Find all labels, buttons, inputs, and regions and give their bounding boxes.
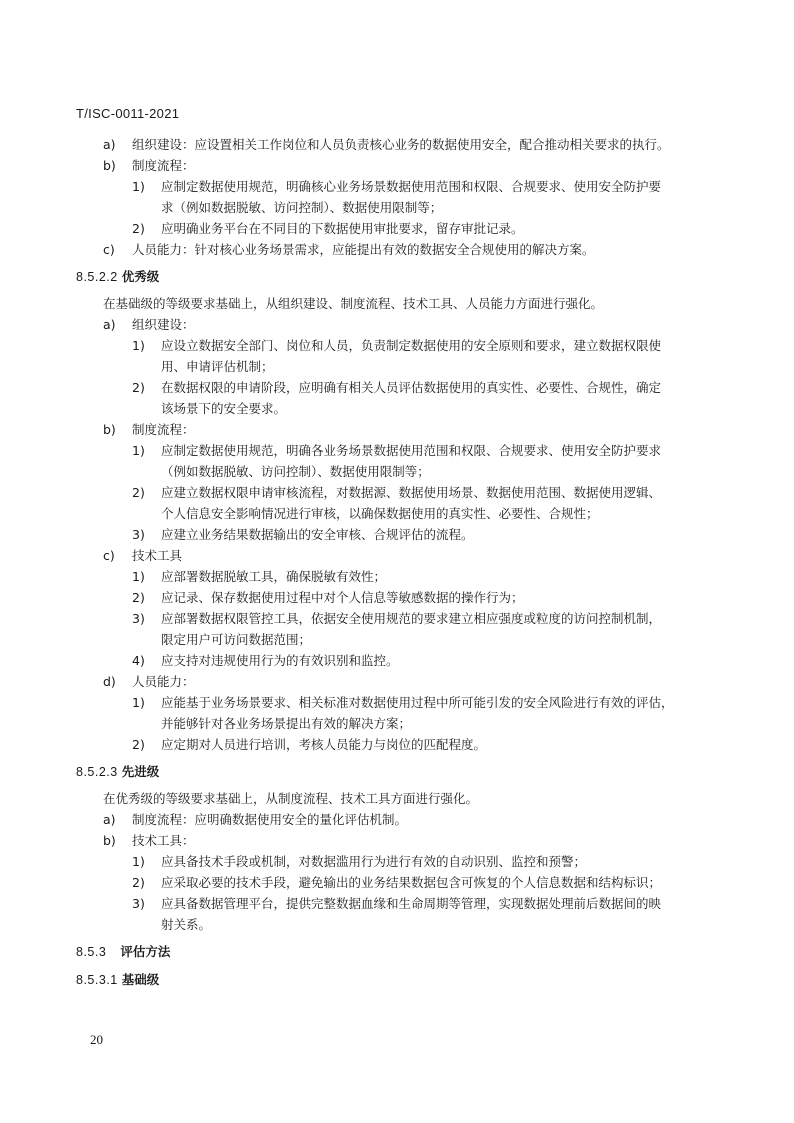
list-item [76,851,726,872]
list-marker: 2) [132,737,145,752]
list-item [76,440,726,461]
list-item [76,503,726,524]
list-item [76,218,726,239]
list-marker: 3) [132,896,145,911]
page-number: 20 [90,1032,103,1047]
list-marker: c) [103,548,115,563]
list-text: 制度流程：应明确数据使用安全的量化评估机制。 [132,812,408,827]
list-item [76,713,726,734]
list-text: 在数据权限的申请阶段，应明确有相关人员评估数据使用的真实性、必要性、合规性，确定 [161,380,662,395]
page-content [76,134,726,996]
section-number: 8.5.2.3 [76,765,118,779]
list-marker: 1) [132,569,145,584]
list-text: 射关系。 [161,917,212,932]
list-text: 限定用户可访问数据范围； [161,632,312,647]
list-item [76,566,726,587]
list-item [76,482,726,503]
list-item [76,608,726,629]
list-marker: 3) [132,611,145,626]
list-text: 技术工具： [132,833,195,848]
list-item [76,809,726,830]
list-marker: b) [103,422,116,437]
list-item [76,914,726,935]
list-item [76,692,726,713]
list-text: 应建立业务结果数据输出的安全审核、合规评估的流程。 [161,527,474,542]
list-text: 制度流程： [132,422,195,437]
list-text: 应记录、保存数据使用过程中对个人信息等敏感数据的操作行为； [161,590,524,605]
list-text: 应制定数据使用规范，明确各业务场景数据使用范围和权限、合规要求、使用安全防护要求 [161,443,662,458]
section-title: 先进级 [121,764,160,779]
list-block-advanced-level [76,809,726,935]
list-marker: b) [103,833,116,848]
list-item [76,314,726,335]
list-text: 技术工具 [132,548,183,563]
list-marker: 2) [132,380,145,395]
list-block-excellent-level [76,314,726,755]
section-title: 基础级 [121,972,160,987]
list-text: 应建立数据权限申请审核流程，对数据源、数据使用场景、数据使用范围、数据使用逻辑、 [161,485,662,500]
section-heading-8522 [76,266,726,288]
list-text: 应部署数据脱敏工具，确保脱敏有效性； [161,569,387,584]
list-text: 应明确业务平台在不同目的下数据使用审批要求，留存审批记录。 [161,221,524,236]
list-item [76,545,726,566]
list-text: 应能基于业务场景要求、相关标准对数据使用过程中所可能引发的安全风险进行有效的评估， [161,695,674,710]
list-item [76,239,726,260]
list-text: 人员能力： [132,674,195,689]
list-text: （例如数据脱敏、访问控制）、数据使用限制等； [161,464,430,479]
list-item [76,176,726,197]
list-text: 求（例如数据脱敏、访问控制）、数据使用限制等； [161,200,443,215]
list-item [76,134,726,155]
list-marker: 2) [132,590,145,605]
list-text: 并能够针对各业务场景提出有效的解决方案； [161,716,412,731]
list-marker: 1) [132,443,145,458]
list-text: 应具备技术手段或机制，对数据滥用行为进行有效的自动识别、监控和预警； [161,854,587,869]
list-marker: 2) [132,221,145,236]
list-item [76,197,726,218]
list-text: 组织建设：应设置相关工作岗位和人员负责核心业务的数据使用安全，配合推动相关要求的执行。 [132,137,670,152]
list-marker: a) [103,137,116,152]
section-heading-8531 [76,969,726,991]
list-item [76,335,726,356]
list-marker: a) [103,317,116,332]
list-item [76,461,726,482]
list-marker: 2) [132,875,145,890]
section-intro: 在优秀级的等级要求基础上，从制度流程、技术工具方面进行强化。 [103,791,479,806]
section-title: 评估方法 [120,944,171,959]
list-marker: d) [103,674,116,689]
list-item [76,629,726,650]
list-item [76,587,726,608]
list-text: 用、申请评估机制； [161,359,274,374]
list-marker: 1) [132,338,145,353]
section-heading-853 [76,941,726,963]
list-item [76,830,726,851]
list-marker: a) [103,812,116,827]
list-marker: 3) [132,527,145,542]
list-text: 个人信息安全影响情况进行审核，以确保数据使用的真实性、必要性、合规性； [161,506,599,521]
section-intro: 在基础级的等级要求基础上，从组织建设、制度流程、技术工具、人员能力方面进行强化。 [103,296,604,311]
list-marker: 1) [132,695,145,710]
section-title: 优秀级 [121,269,160,284]
section-number: 8.5.3 [76,945,107,959]
list-item [76,734,726,755]
list-block-basic-level [76,134,726,260]
list-item [76,155,726,176]
document-code: T/ISC-0011-2021 [76,106,180,121]
list-item [76,419,726,440]
section-heading-8523 [76,761,726,783]
list-text: 应制定数据使用规范，明确核心业务场景数据使用范围和权限、合规要求、使用安全防护要 [161,179,662,194]
list-marker: b) [103,158,116,173]
list-item [76,872,726,893]
section-number: 8.5.2.2 [76,270,118,284]
list-text: 应部署数据权限管控工具，依据安全使用规范的要求建立相应强度或粒度的访问控制机制， [161,611,662,626]
list-marker: c) [103,242,115,257]
list-item [76,524,726,545]
list-item [76,398,726,419]
list-item [76,893,726,914]
list-text: 人员能力：针对核心业务场景需求，应能提出有效的数据安全合规使用的解决方案。 [132,242,595,257]
list-text: 制度流程： [132,158,195,173]
section-number: 8.5.3.1 [76,973,118,987]
list-text: 应定期对人员进行培训，考核人员能力与岗位的匹配程度。 [161,737,487,752]
list-text: 组织建设： [132,317,195,332]
list-text: 应具备数据管理平台，提供完整数据血缘和生命周期等管理，实现数据处理前后数据间的映 [161,896,662,911]
list-item [76,377,726,398]
list-text: 应采取必要的技术手段，避免输出的业务结果数据包含可恢复的个人信息数据和结构标识； [161,875,662,890]
list-item [76,671,726,692]
list-item [76,650,726,671]
list-marker: 4) [132,653,145,668]
list-marker: 2) [132,485,145,500]
list-item [76,356,726,377]
list-text: 该场景下的安全要求。 [161,401,287,416]
list-marker: 1) [132,854,145,869]
list-text: 应设立数据安全部门、岗位和人员，负责制定数据使用的安全原则和要求，建立数据权限使 [161,338,662,353]
list-marker: 1) [132,179,145,194]
list-text: 应支持对违规使用行为的有效识别和监控。 [161,653,399,668]
